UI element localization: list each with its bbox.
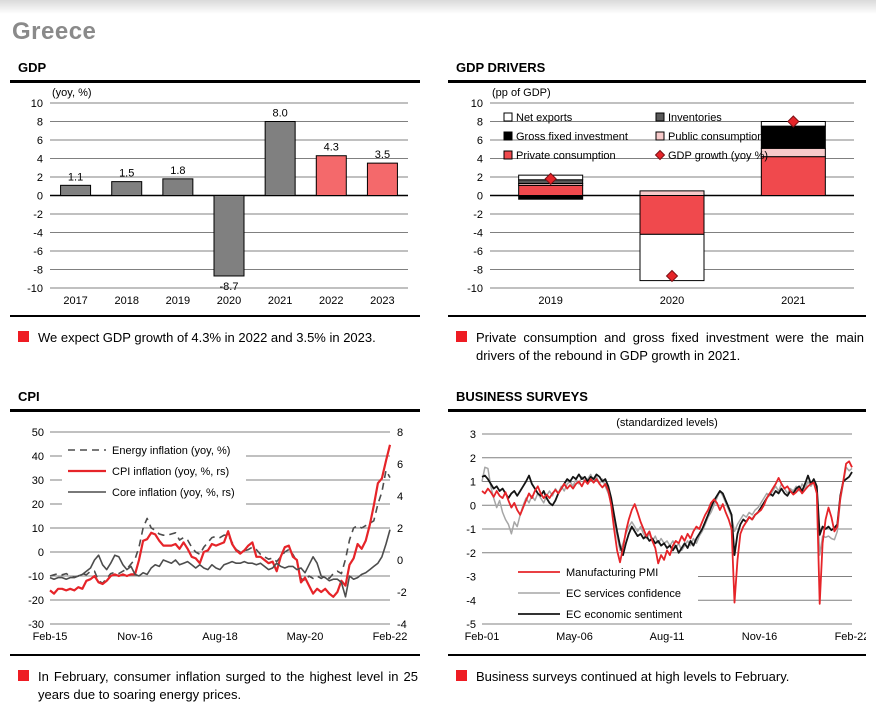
gdp-drivers-section-title: GDP DRIVERS [456,60,546,75]
svg-text:-6: -6 [33,245,43,258]
svg-text:10: 10 [31,522,44,535]
segment-Private consumption [761,156,825,195]
svg-text:May-20: May-20 [286,630,324,643]
svg-text:(pp of GDP): (pp of GDP) [492,86,551,99]
svg-text:6: 6 [476,134,483,147]
segment-Private consumption [640,195,704,234]
svg-text:4: 4 [397,490,404,503]
svg-text:EC economic sentiment: EC economic sentiment [566,608,683,621]
svg-text:2: 2 [36,171,43,184]
svg-text:Feb-22: Feb-22 [372,630,408,643]
svg-text:6: 6 [36,134,43,147]
svg-text:2020: 2020 [216,294,242,307]
svg-text:Gross fixed investment: Gross fixed investment [516,130,628,143]
bar-2021 [265,121,295,195]
divider [10,315,420,318]
segment-Gross fixed investment [519,195,583,199]
svg-text:Energy inflation (yoy, %): Energy inflation (yoy, %) [112,444,231,457]
svg-text:-4: -4 [473,227,483,239]
svg-text:40: 40 [31,450,44,463]
top-gradient [0,0,876,14]
bullet-square-icon [18,670,29,681]
svg-text:8: 8 [476,116,483,128]
svg-text:Nov-16: Nov-16 [741,630,778,643]
business-surveys-bullet [456,668,864,708]
svg-text:-4: -4 [466,594,476,607]
svg-text:Aug-18: Aug-18 [202,630,238,643]
svg-text:-1: -1 [466,523,476,536]
svg-text:-3: -3 [466,571,476,583]
svg-text:-4: -4 [33,227,43,239]
svg-text:(standardized levels): (standardized levels) [616,416,718,429]
svg-text:2: 2 [397,522,404,535]
segment-Public consumption [640,190,704,195]
svg-text:EC services confidence: EC services confidence [566,587,681,600]
svg-text:8.0: 8.0 [272,107,288,119]
svg-text:30: 30 [31,474,44,487]
gdp-section-title: GDP [18,60,47,75]
svg-text:-10: -10 [27,282,43,295]
svg-text:1.8: 1.8 [170,164,186,177]
bullet-square-icon [456,331,467,342]
bar-2019 [163,178,193,195]
svg-text:2023: 2023 [370,294,395,307]
svg-text:Public consumption: Public consumption [668,130,764,143]
svg-text:0: 0 [36,190,43,202]
svg-text:3: 3 [469,428,476,441]
svg-text:Net exports: Net exports [516,111,573,124]
svg-text:May-06: May-06 [556,630,593,643]
bar-2017 [61,185,91,195]
svg-text:-2: -2 [473,208,483,221]
svg-text:10: 10 [470,97,483,110]
svg-text:6: 6 [397,458,404,471]
legend-swatch [656,113,664,121]
svg-text:-6: -6 [473,245,483,258]
svg-text:-20: -20 [28,594,44,607]
gdp-drivers-panel [448,52,866,381]
divider [448,315,866,318]
svg-text:2022: 2022 [319,294,344,307]
segment-Private consumption [519,185,583,195]
gdp-svg [10,83,420,315]
legend-swatch [504,151,512,159]
series-EC services confidence [482,467,852,555]
svg-text:2019: 2019 [538,294,563,307]
cpi-bullet-text: In February, consumer inflation surged to the highest level in 25 years due to soaring energy prices. [38,669,418,702]
gdp-drivers-bullet [456,329,864,381]
svg-text:2020: 2020 [659,294,685,307]
svg-text:3.5: 3.5 [374,148,391,161]
svg-text:2018: 2018 [114,294,139,307]
svg-text:Feb-01: Feb-01 [464,630,500,643]
gdp-bullet-text: We expect GDP growth of 4.3% in 2022 and 3.5% in 2023. [38,330,376,345]
svg-text:20: 20 [31,498,44,511]
svg-text:-10: -10 [467,282,483,295]
business-surveys-chart [448,412,866,654]
bar-2023 [367,163,397,195]
segment-Gross fixed investment [761,126,825,148]
business-surveys-section-title: BUSINESS SURVEYS [456,389,588,404]
legend-swatch [504,132,512,140]
svg-text:2021: 2021 [781,294,806,307]
svg-text:-30: -30 [28,618,44,631]
svg-text:4: 4 [36,153,43,165]
svg-text:-4: -4 [397,618,407,631]
svg-text:1.1: 1.1 [67,170,84,183]
segment-Public consumption [761,148,825,156]
svg-text:8: 8 [397,426,404,439]
svg-text:Core inflation (yoy, %, rs): Core inflation (yoy, %, rs) [112,486,235,499]
svg-text:0: 0 [476,190,483,202]
svg-text:1.5: 1.5 [119,167,135,180]
divider [448,654,866,657]
svg-text:4: 4 [476,153,483,165]
svg-text:CPI inflation (yoy, %, rs): CPI inflation (yoy, %, rs) [112,465,230,478]
svg-text:50: 50 [31,426,44,439]
svg-text:Feb-15: Feb-15 [32,630,68,643]
svg-text:Inventories: Inventories [668,111,722,124]
legend-swatch [656,132,664,140]
cpi-svg [10,412,420,654]
svg-text:-5: -5 [466,618,476,631]
bullet-square-icon [18,331,29,342]
gdp_drivers-svg [448,83,866,315]
svg-text:(yoy, %): (yoy, %) [52,86,92,99]
cpi-panel [10,381,420,708]
page-title: Greece [12,18,97,45]
svg-text:2017: 2017 [63,294,88,307]
gdp-chart [10,83,420,315]
svg-text:Nov-16: Nov-16 [117,630,153,643]
svg-text:Private consumption: Private consumption [516,149,616,162]
svg-text:-2: -2 [33,208,43,221]
svg-text:-8: -8 [33,264,43,276]
bullet-square-icon [456,670,467,681]
series-EC economic sentiment [482,472,852,555]
gdp-drivers-bullet-text: Private consumption and gross fixed investment were the main drivers of the rebound in GDP growth in 2021. [476,330,864,363]
svg-text:8: 8 [36,116,43,128]
business_surveys-svg [448,412,866,654]
svg-text:10: 10 [30,97,43,110]
gdp-panel [10,52,420,381]
gdp-drivers-chart [448,83,866,315]
bar-2018 [112,181,142,195]
svg-text:Aug-11: Aug-11 [649,630,685,643]
cpi-chart [10,412,420,654]
svg-text:-8.7: -8.7 [219,280,239,293]
business-surveys-bullet-text: Business surveys continued at high levels to February. [476,669,790,684]
svg-text:0: 0 [469,499,476,512]
svg-text:4.3: 4.3 [323,141,339,154]
svg-text:2: 2 [469,452,476,465]
svg-text:2: 2 [476,171,483,184]
svg-text:0: 0 [37,546,44,559]
gdp-bullet [18,329,418,381]
svg-text:-10: -10 [28,570,44,583]
bar-2020 [214,195,244,275]
svg-text:0: 0 [397,554,404,567]
svg-text:2019: 2019 [165,294,191,307]
svg-text:Feb-22: Feb-22 [834,630,866,643]
legend-swatch [504,113,512,121]
business-surveys-panel [448,381,866,708]
bar-2022 [316,155,346,195]
svg-text:1: 1 [469,476,476,488]
svg-text:2021: 2021 [267,294,293,307]
cpi-section-title: CPI [18,389,40,404]
svg-text:Manufacturing PMI: Manufacturing PMI [566,566,659,579]
svg-text:-8: -8 [473,264,483,276]
panel-grid [0,52,876,708]
svg-text:-2: -2 [397,586,407,599]
cpi-bullet [18,668,418,708]
svg-text:-2: -2 [466,547,476,560]
divider [10,654,420,657]
svg-text:GDP growth (yoy %): GDP growth (yoy %) [668,149,769,162]
